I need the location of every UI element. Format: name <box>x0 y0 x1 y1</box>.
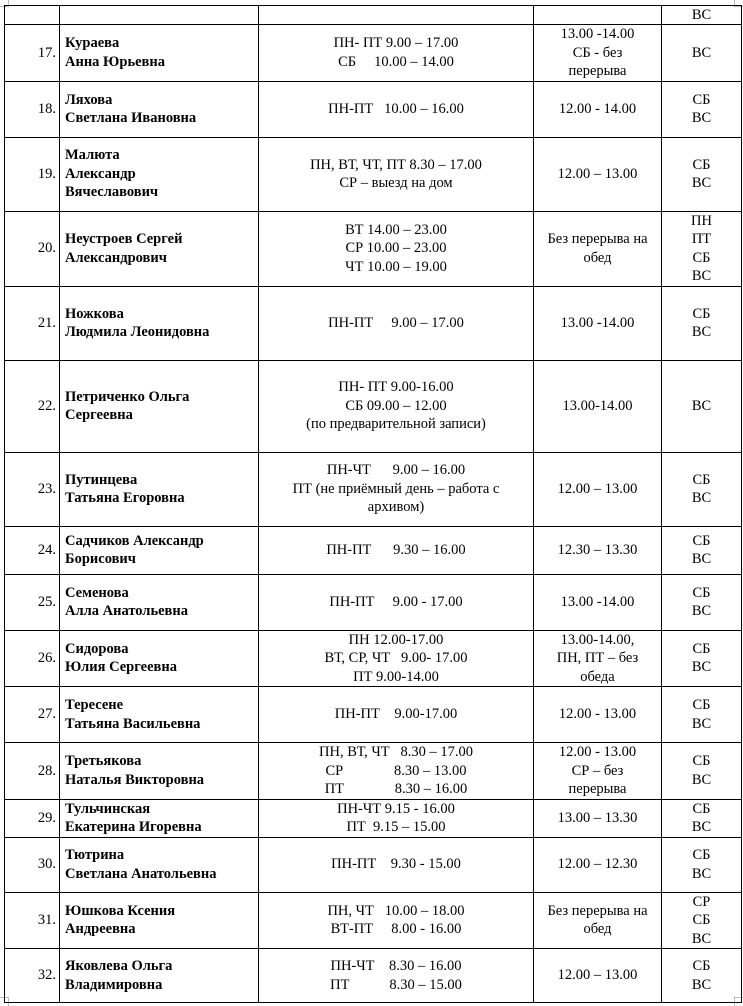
days-off-line: СБ <box>692 91 711 108</box>
lunch-break <box>534 526 662 574</box>
days-off <box>662 137 742 211</box>
table-row <box>5 799 742 837</box>
lunch-break <box>534 81 662 137</box>
table-row <box>5 837 742 892</box>
employee-name-line: Третьякова <box>65 753 142 770</box>
table-row <box>5 452 742 526</box>
days-off-line: ВС <box>691 771 712 788</box>
days-off <box>662 687 742 743</box>
days-off-line: ВС <box>691 110 712 126</box>
employee-name <box>60 837 259 892</box>
working-hours-line: ВТ-ПТ 8.00 - 16.00 <box>330 921 462 938</box>
employee-name-line: Тересене <box>65 697 124 713</box>
table-row <box>5 211 742 286</box>
employee-name <box>60 211 259 286</box>
lunch-break-line: Без перерыва на <box>547 902 648 919</box>
working-hours-line: ПН 12.00-17.00 <box>348 631 444 648</box>
lunch-break <box>534 630 662 687</box>
days-off-line: ВС <box>691 175 712 191</box>
working-hours <box>259 526 534 574</box>
days-off-line: СБ <box>692 471 711 488</box>
employee-name <box>60 949 259 1003</box>
employee-name-line: Людмила Леонидовна <box>65 324 210 340</box>
employee-name-line: Ножкова <box>65 305 124 322</box>
lunch-break-line: 13.00 -14.00 <box>560 314 635 331</box>
employee-name <box>60 526 259 574</box>
table-row <box>5 286 742 360</box>
working-hours-line: ПТ 8.30 – 16.00 <box>324 781 468 797</box>
schedule-table <box>4 5 742 1003</box>
working-hours-line: ПТ (не приёмный день – работа с <box>292 480 500 497</box>
working-hours-line: ЧТ 10.00 – 19.00 <box>345 258 447 275</box>
employee-name-line: Владимировна <box>65 976 163 993</box>
days-off-line: СР <box>692 893 711 910</box>
table-row <box>5 892 742 949</box>
lunch-break <box>534 25 662 82</box>
working-hours <box>259 137 534 211</box>
working-hours-line: СР – выезд на дом <box>339 175 453 191</box>
lunch-break-line: 13.00-14.00, <box>560 631 635 648</box>
row-number: 28. <box>5 743 60 800</box>
days-off <box>662 360 742 452</box>
employee-name-line: Яковлева Ольга <box>65 958 173 974</box>
employee-name <box>60 137 259 211</box>
employee-name <box>60 360 259 452</box>
days-off-line: СБ <box>692 800 711 817</box>
days-off-line: СБ <box>692 305 711 322</box>
lunch-break <box>534 211 662 286</box>
working-hours-line: ПН-ПТ 9.30 – 16.00 <box>326 541 466 558</box>
days-off-line: СБ <box>692 640 711 657</box>
row-number: 18. <box>5 81 60 137</box>
working-hours-line: ПН-ПТ 10.00 – 16.00 <box>328 100 464 117</box>
row-number: 19. <box>5 137 60 211</box>
days-off-line: ВС <box>691 44 712 61</box>
row-number: 21. <box>5 286 60 360</box>
row-number: 27. <box>5 687 60 743</box>
employee-name <box>60 81 259 137</box>
lunch-break <box>534 6 662 25</box>
days-off-line: ВС <box>691 397 712 414</box>
days-off-line: ВС <box>691 659 712 676</box>
days-off-line: ВС <box>691 551 712 567</box>
employee-name <box>60 799 259 837</box>
working-hours <box>259 687 534 743</box>
working-hours-line: ВТ, СР, ЧТ 9.00- 17.00 <box>324 650 468 666</box>
employee-name-line: Татьяна Васильевна <box>65 715 201 732</box>
row-number: 20. <box>5 211 60 286</box>
days-off-line: ПТ <box>691 231 712 247</box>
working-hours-line: СБ 09.00 – 12.00 <box>345 397 447 414</box>
employee-name <box>60 286 259 360</box>
working-hours <box>259 6 534 25</box>
working-hours-line: ПН-ЧТ 9.00 – 16.00 <box>326 462 466 479</box>
working-hours-line: ПН-ПТ 9.00 - 17.00 <box>329 593 463 610</box>
days-off-line: ВС <box>691 603 712 619</box>
working-hours <box>259 360 534 452</box>
lunch-break-line: 12.00 - 13.00 <box>558 706 637 723</box>
working-hours <box>259 81 534 137</box>
lunch-break <box>534 574 662 630</box>
days-off-line: ВС <box>691 324 712 340</box>
lunch-break-line: обед <box>583 921 612 938</box>
employee-name-line: Александр <box>65 165 136 182</box>
employee-name-line: Татьяна Егоровна <box>65 490 185 506</box>
days-off <box>662 286 742 360</box>
working-hours-line: ПН, ЧТ 10.00 – 18.00 <box>327 902 465 919</box>
working-hours-line: ПТ 9.00-14.00 <box>353 668 439 685</box>
working-hours-line: ПТ 8.30 – 15.00 <box>330 976 462 993</box>
days-off <box>662 6 742 25</box>
working-hours-line: ПН-ПТ 9.00 – 17.00 <box>328 314 464 331</box>
employee-name <box>60 6 259 25</box>
days-off <box>662 743 742 800</box>
employee-name-line: Неустроев Сергей <box>65 231 183 247</box>
days-off-line: СБ <box>692 584 711 601</box>
lunch-break-line: перерыва <box>568 63 627 79</box>
lunch-break <box>534 743 662 800</box>
working-hours-line: ПТ 9.15 – 15.00 <box>346 819 446 835</box>
working-hours <box>259 630 534 687</box>
employee-name <box>60 687 259 743</box>
working-hours-line: ВТ 14.00 – 23.00 <box>345 221 447 238</box>
working-hours-line: ПН-ПТ 9.30 - 15.00 <box>331 856 461 873</box>
working-hours <box>259 837 534 892</box>
working-hours-line: СБ 10.00 – 14.00 <box>338 53 454 70</box>
lunch-break <box>534 949 662 1003</box>
employee-name-line: Малюта <box>65 147 120 164</box>
employee-name <box>60 743 259 800</box>
days-off <box>662 799 742 837</box>
employee-name <box>60 452 259 526</box>
days-off-line: СБ <box>692 847 711 863</box>
days-off <box>662 949 742 1003</box>
schedule-table-body <box>5 6 742 1003</box>
table-row <box>5 25 742 82</box>
employee-name-line: Александрович <box>65 249 167 266</box>
employee-name-line: Екатерина Игоревна <box>65 819 202 835</box>
lunch-break-line: 13.00 -14.00 <box>560 593 635 610</box>
lunch-break <box>534 799 662 837</box>
working-hours-line: ПН- ПТ 9.00-16.00 <box>338 379 454 396</box>
employee-name <box>60 574 259 630</box>
lunch-break-line: 12.00 – 13.00 <box>557 480 638 497</box>
row-number: 31. <box>5 892 60 949</box>
working-hours <box>259 949 534 1003</box>
employee-name <box>60 892 259 949</box>
table-row <box>5 137 742 211</box>
employee-name-line: Сидорова <box>65 640 129 657</box>
lunch-break-line: 12.00 – 13.00 <box>557 165 638 182</box>
employee-name-line: Андреевна <box>65 921 136 938</box>
days-off-line: ВС <box>691 976 712 993</box>
row-number: 17. <box>5 25 60 82</box>
working-hours <box>259 574 534 630</box>
lunch-break <box>534 687 662 743</box>
employee-name-line: Ляхова <box>65 91 113 108</box>
working-hours <box>259 25 534 82</box>
days-off-line: ВС <box>691 865 712 882</box>
employee-name-line: Светлана Анатольевна <box>65 865 217 882</box>
working-hours <box>259 286 534 360</box>
employee-name <box>60 25 259 82</box>
lunch-break <box>534 137 662 211</box>
table-row <box>5 81 742 137</box>
row-number: 32. <box>5 949 60 1003</box>
lunch-break-line: обед <box>583 249 612 266</box>
days-off <box>662 630 742 687</box>
days-off <box>662 526 742 574</box>
days-off-line: СБ <box>692 249 711 266</box>
lunch-break-line: 12.00 - 14.00 <box>558 100 637 117</box>
table-row <box>5 526 742 574</box>
employee-name-line: Вячеславович <box>65 184 159 201</box>
employee-name-line: Юшкова Ксения <box>65 902 176 919</box>
days-off-line: СБ <box>692 532 711 549</box>
employee-name-line: Тульчинская <box>65 800 151 817</box>
table-row <box>5 630 742 687</box>
days-off-line: ВС <box>691 490 712 506</box>
days-off-line: ПН <box>691 212 712 229</box>
working-hours <box>259 799 534 837</box>
employee-name-line: Петриченко Ольга <box>65 388 190 405</box>
lunch-break-line: 12.00 – 12.30 <box>557 856 638 873</box>
lunch-break-line: 12.00 - 13.00 <box>558 744 637 760</box>
days-off <box>662 574 742 630</box>
table-row <box>5 360 742 452</box>
employee-name-line: Борисович <box>65 551 136 567</box>
days-off <box>662 211 742 286</box>
days-off-line: ВС <box>691 7 712 23</box>
row-number: 25. <box>5 574 60 630</box>
lunch-break-line: 12.00 – 13.00 <box>557 967 638 984</box>
employee-name-line: Тютрина <box>65 847 125 863</box>
employee-name-line: Наталья Викторовна <box>65 771 205 788</box>
days-off <box>662 25 742 82</box>
row-number: 24. <box>5 526 60 574</box>
working-hours <box>259 211 534 286</box>
working-hours-line: ПН-ПТ 9.00-17.00 <box>334 706 458 723</box>
table-row <box>5 743 742 800</box>
days-off-line: ВС <box>691 930 712 947</box>
lunch-break-line: обеда <box>580 668 615 685</box>
days-off-line: СБ <box>692 958 711 974</box>
working-hours <box>259 743 534 800</box>
lunch-break-line: СР – без <box>571 762 624 779</box>
working-hours-line: ПН-ЧТ 9.15 - 16.00 <box>337 800 455 817</box>
lunch-break <box>534 286 662 360</box>
employee-name-line: Юлия Сергеевна <box>65 659 177 676</box>
lunch-break-line: 13.00 – 13.30 <box>557 809 638 826</box>
employee-name-line: Кураева <box>65 35 120 52</box>
row-number: 26. <box>5 630 60 687</box>
days-off-line: ВС <box>691 715 712 732</box>
table-row <box>5 574 742 630</box>
employee-name-line: Путинцева <box>65 471 138 488</box>
working-hours <box>259 892 534 949</box>
working-hours-line: ПН- ПТ 9.00 – 17.00 <box>333 35 459 52</box>
days-off <box>662 837 742 892</box>
days-off <box>662 892 742 949</box>
lunch-break-line: 13.00-14.00 <box>562 397 633 414</box>
days-off <box>662 452 742 526</box>
working-hours-line: ПН-ЧТ 8.30 – 16.00 <box>330 958 462 974</box>
row-number: 30. <box>5 837 60 892</box>
table-row <box>5 949 742 1003</box>
days-off <box>662 81 742 137</box>
lunch-break-line: 13.00 -14.00 <box>560 26 635 42</box>
row-number <box>5 6 60 25</box>
working-hours <box>259 452 534 526</box>
working-hours-line: (по предварительной записи) <box>306 416 486 433</box>
row-number: 29. <box>5 799 60 837</box>
working-hours-line: ПН, ВТ, ЧТ 8.30 – 17.00 <box>319 744 473 760</box>
employee-name-line: Садчиков Александр <box>65 532 204 549</box>
employee-name-line: Семенова <box>65 584 129 601</box>
lunch-break <box>534 837 662 892</box>
table-row <box>5 687 742 743</box>
table-row <box>5 6 742 25</box>
days-off-line: ВС <box>691 268 712 284</box>
working-hours-line: архивом) <box>367 499 425 516</box>
lunch-break <box>534 452 662 526</box>
employee-name-line: Сергеевна <box>65 407 133 423</box>
days-off-line: ВС <box>691 819 712 835</box>
row-number: 23. <box>5 452 60 526</box>
days-off-line: СБ <box>692 912 711 928</box>
working-hours-line: СР 8.30 – 13.00 <box>325 762 467 779</box>
employee-name-line: Алла Анатольевна <box>65 603 188 619</box>
row-number: 22. <box>5 360 60 452</box>
working-hours-line: СР 10.00 – 23.00 <box>345 240 447 257</box>
working-hours-line: ПН, ВТ, ЧТ, ПТ 8.30 – 17.00 <box>310 156 482 173</box>
days-off-line: СБ <box>692 753 711 770</box>
lunch-break-line: 12.30 – 13.30 <box>557 541 638 558</box>
employee-name-line: Анна Юрьевна <box>65 53 165 70</box>
employee-name-line: Светлана Ивановна <box>65 110 197 126</box>
lunch-break-line: перерыва <box>568 781 627 797</box>
lunch-break-line: СБ - без <box>572 44 623 61</box>
lunch-break <box>534 892 662 949</box>
days-off-line: СБ <box>692 697 711 713</box>
employee-name <box>60 630 259 687</box>
lunch-break <box>534 360 662 452</box>
days-off-line: СБ <box>692 156 711 173</box>
lunch-break-line: ПН, ПТ – без <box>556 650 639 666</box>
lunch-break-line: Без перерыва на <box>547 231 648 247</box>
